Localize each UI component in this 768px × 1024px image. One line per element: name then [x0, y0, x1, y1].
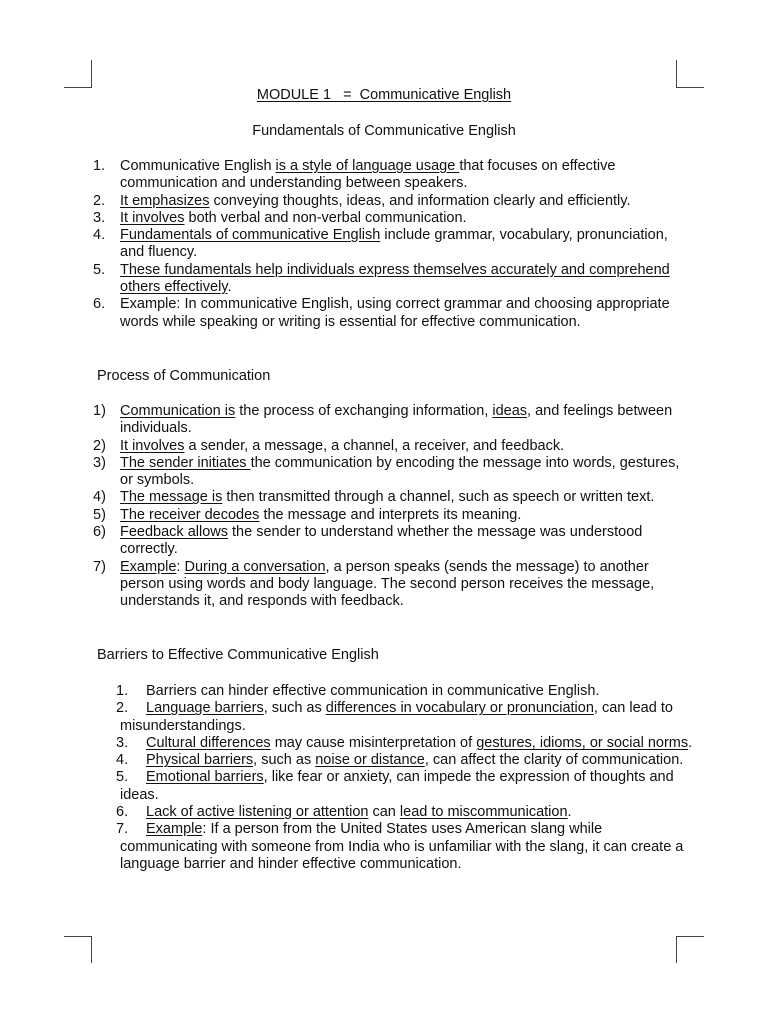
list-item — [93, 507, 693, 524]
item-text: conveying thoughts, ideas, and information clearly and efficiently. — [209, 192, 631, 209]
list-item — [93, 752, 693, 769]
item-text: that focuses on effective communication and understanding between speakers. — [120, 158, 616, 192]
item-number: 5. — [116, 769, 129, 786]
item-underlined-text: Emotional barriers — [146, 769, 264, 786]
section-barriers-heading: Barriers to Effective Communicative English — [97, 647, 379, 663]
list-item — [93, 769, 693, 804]
fundamentals-list — [93, 158, 693, 331]
item-underlined-text: Cultural differences — [146, 734, 271, 751]
item-underlined-text: The receiver decodes — [120, 506, 260, 523]
crop-mark-bottom-left-v — [91, 936, 92, 963]
list-item — [93, 804, 693, 821]
item-text: . — [227, 279, 232, 296]
item-underlined-text: Example — [146, 821, 203, 838]
item-text: : — [176, 558, 185, 575]
item-number: 3) — [93, 454, 106, 471]
item-number: 2. — [116, 700, 129, 717]
item-text: Barriers can hinder effective communication in communicative English. — [146, 683, 600, 699]
item-text: Communicative English — [120, 158, 276, 174]
item-text: . — [688, 734, 693, 751]
item-text: then transmitted through a channel, such as speech or written text. — [222, 489, 655, 506]
item-number: 1. — [93, 158, 106, 174]
item-number: 6. — [93, 296, 106, 313]
item-underlined-text: These fundamentals help individuals express themselves accurately and comprehend others effectively — [120, 261, 670, 296]
item-text: , such as — [263, 700, 326, 717]
item-text: , can affect the clarity of communication. — [424, 752, 684, 769]
crop-mark-bottom-right-h — [676, 936, 704, 937]
item-number: 2) — [93, 437, 106, 454]
module-title: MODULE 1 = Communicative English — [256, 87, 512, 103]
list-item — [93, 403, 693, 438]
item-underlined-text: Communication is — [120, 403, 236, 419]
item-text: , and feelings between individuals. — [120, 403, 673, 437]
item-underlined-text: is a style of language usage — [275, 158, 460, 174]
list-item — [93, 438, 693, 455]
item-underlined-text: Fundamentals of communicative English — [120, 227, 381, 244]
item-underlined-text: The sender initiates — [120, 454, 251, 471]
item-number: 2. — [93, 192, 106, 209]
item-number: 4. — [93, 227, 106, 244]
list-item — [93, 524, 693, 559]
item-underlined-text: noise or distance — [315, 752, 425, 769]
item-number: 7. — [116, 821, 129, 838]
item-number: 3. — [116, 734, 129, 751]
section-fundamentals-heading: Fundamentals of Communicative English — [252, 123, 516, 139]
item-text: a sender, a message, a channel, a receiver, and feedback. — [184, 437, 565, 454]
list-item — [93, 683, 693, 700]
item-text: , can lead to misunderstandings. — [120, 700, 673, 734]
list-item — [93, 296, 693, 331]
crop-mark-top-right-v — [676, 60, 677, 87]
item-underlined-text: Example — [120, 558, 177, 575]
item-number: 4) — [93, 489, 106, 506]
item-text: the process of exchanging information, — [235, 403, 493, 419]
section-process-heading: Process of Communication — [97, 368, 271, 384]
item-underlined-text: gestures, idioms, or social norms — [476, 734, 689, 751]
list-item — [93, 489, 693, 506]
item-text: the message and interprets its meaning. — [259, 506, 522, 523]
item-text: . — [567, 804, 572, 821]
list-item — [93, 559, 693, 611]
item-number: 7) — [93, 558, 106, 575]
item-number: 6) — [93, 524, 106, 541]
list-item — [93, 821, 693, 873]
item-underlined-text: lead to miscommunication — [399, 804, 568, 821]
item-underlined-text: differences in vocabulary or pronunciation — [325, 700, 594, 717]
item-text: can — [368, 804, 400, 821]
crop-mark-bottom-left-h — [64, 936, 92, 937]
item-number: 4. — [116, 752, 129, 769]
item-underlined-text: The message is — [120, 489, 223, 506]
list-item — [93, 193, 693, 210]
item-text: , such as — [253, 752, 316, 769]
item-text: : If a person from the United States uses American slang while communicating with someone from India who is unfamiliar with the slang, it can create a language barrier and hinder effective communication. — [120, 821, 684, 872]
list-item — [93, 455, 693, 490]
item-text: may cause misinterpretation of — [270, 734, 477, 751]
item-number: 6. — [116, 804, 129, 821]
item-text: , like fear or anxiety, can impede the expression of thoughts and ideas. — [120, 769, 674, 803]
barriers-list — [93, 683, 693, 873]
item-text: the communication by encoding the message into words, gestures, or symbols. — [120, 454, 680, 489]
crop-mark-top-left-v — [91, 60, 92, 87]
item-underlined-text: Physical barriers — [146, 752, 254, 769]
process-list — [93, 403, 693, 611]
item-underlined-text: It involves — [120, 209, 185, 226]
list-item — [93, 158, 693, 193]
item-number: 1) — [93, 403, 106, 419]
item-number: 1. — [116, 683, 129, 699]
item-number: 5) — [93, 506, 106, 523]
item-number: 3. — [93, 209, 106, 226]
item-text: both verbal and non-verbal communication. — [184, 209, 467, 226]
item-underlined-text: Feedback allows — [120, 524, 228, 541]
item-underlined-text: ideas — [492, 403, 528, 419]
item-text: the sender to understand whether the message was understood correctly. — [120, 524, 643, 558]
crop-mark-bottom-right-v — [676, 936, 677, 963]
item-text: include grammar, vocabulary, pronunciation, and fluency. — [120, 227, 668, 261]
item-underlined-text: It emphasizes — [120, 192, 210, 209]
item-underlined-text: Language barriers — [146, 700, 264, 717]
list-item — [93, 735, 693, 752]
item-text: Example: In communicative English, using correct grammar and choosing appropriate words while speaking or writing is essential for effective communication. — [120, 296, 670, 330]
list-item — [93, 700, 693, 735]
item-underlined-text: Lack of active listening or attention — [146, 804, 369, 821]
item-number: 5. — [93, 261, 106, 278]
item-underlined-text: During a conversation — [184, 558, 326, 575]
list-item — [93, 262, 693, 297]
item-underlined-text: It involves — [120, 437, 185, 454]
list-item — [93, 227, 693, 262]
item-text: , a person speaks (sends the message) to another person using words and body language. The second person receives the message, understands it, and responds with feedback. — [120, 558, 655, 610]
list-item — [93, 210, 693, 227]
